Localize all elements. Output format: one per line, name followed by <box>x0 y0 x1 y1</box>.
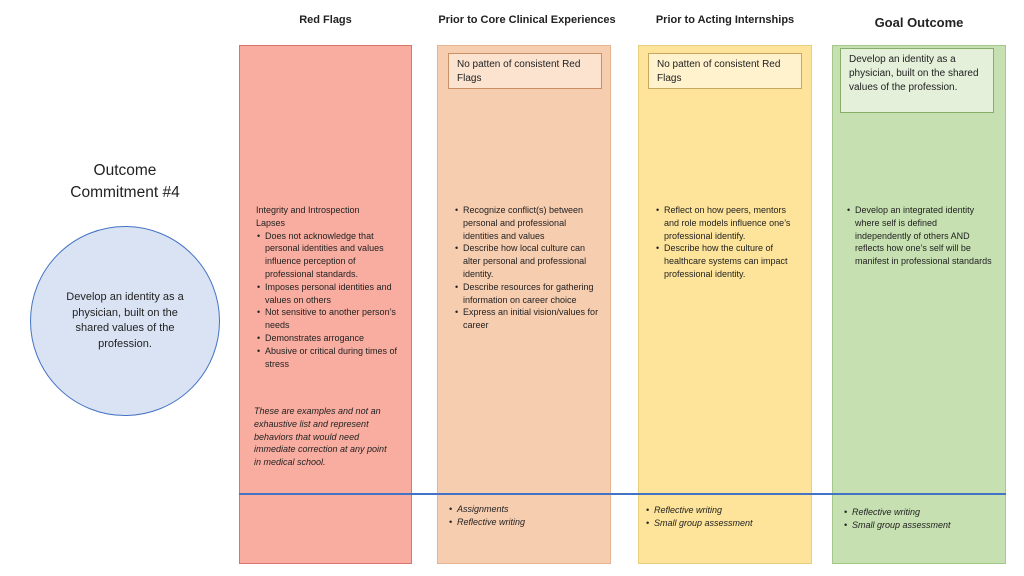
list-item: • Does not acknowledge that personal identities and values influence perception of professional standards. <box>265 230 402 281</box>
outcome-title <box>48 160 202 204</box>
list-item: • Express an initial vision/values for career <box>463 306 600 332</box>
goal-assessments <box>843 506 1003 532</box>
red-flags-list <box>256 204 402 370</box>
list-item: • Develop an integrated identity where self is defined independently of others AND reflects how one’s self will be manifest in professional standards <box>855 204 992 268</box>
header-goal-outcome: Goal Outcome <box>874 15 964 30</box>
list-item: • Demonstrates arrogance <box>265 332 402 345</box>
list-item: • Not sensitive to another person’s needs <box>265 306 402 332</box>
list-item: • Describe how the culture of healthcare systems can impact professional identity. <box>664 242 801 280</box>
outcome-circle <box>30 226 220 416</box>
header-prior-core: Prior to Core Clinical Experiences <box>438 14 616 26</box>
assessment-divider-line <box>239 493 1006 495</box>
outcome-title-line2: Commitment #4 <box>70 184 180 201</box>
goal-list <box>846 204 992 268</box>
outcome-title-line1: Outcome <box>93 162 157 179</box>
header-prior-acting: Prior to Acting Internships <box>655 14 795 26</box>
column-prior-acting <box>638 45 812 564</box>
goal-summary-box: Develop an identity as a physician, built on the shared values of the profession. <box>840 48 994 113</box>
list-item: • Reflective writing <box>852 506 1003 519</box>
list-item: • Small group assessment <box>654 517 805 530</box>
list-item: • Assignments <box>457 503 598 516</box>
red-flags-note: These are examples and not an exhaustive list and represent behaviors that would need immediate correction at any point in medical school. <box>254 406 387 468</box>
list-item: • Reflect on how peers, mentors and role models influence one’s professional identify. <box>664 204 801 242</box>
red-flags-heading-2: Lapses <box>256 217 286 228</box>
prior-core-summary-box: No patten of consistent Red Flags <box>448 53 602 89</box>
list-item: • Reflective writing <box>654 504 805 517</box>
list-item: • Reflective writing <box>457 516 598 529</box>
outcome-circle-text: Develop an identity as a physician, built on the shared values of the profession. <box>66 291 184 350</box>
column-goal-outcome <box>832 45 1006 564</box>
prior-acting-assessments <box>645 504 805 530</box>
prior-acting-summary-box: No patten of consistent Red Flags <box>648 53 802 89</box>
list-item: • Small group assessment <box>852 519 1003 532</box>
list-item: • Abusive or critical during times of stress <box>265 345 402 371</box>
prior-core-assessments <box>448 503 598 529</box>
list-item: • Recognize conflict(s) between personal and professional identities and values <box>463 204 600 242</box>
list-item: • Imposes personal identities and values on others <box>265 281 402 307</box>
list-item: • Describe resources for gathering information on career choice <box>463 281 600 307</box>
header-red-flags: Red Flags <box>299 14 352 26</box>
red-flags-heading-1: Integrity and Introspection <box>256 205 360 215</box>
prior-acting-list <box>655 204 801 281</box>
prior-core-list <box>454 204 600 332</box>
list-item: • Describe how local culture can alter personal and professional identity. <box>463 242 600 280</box>
